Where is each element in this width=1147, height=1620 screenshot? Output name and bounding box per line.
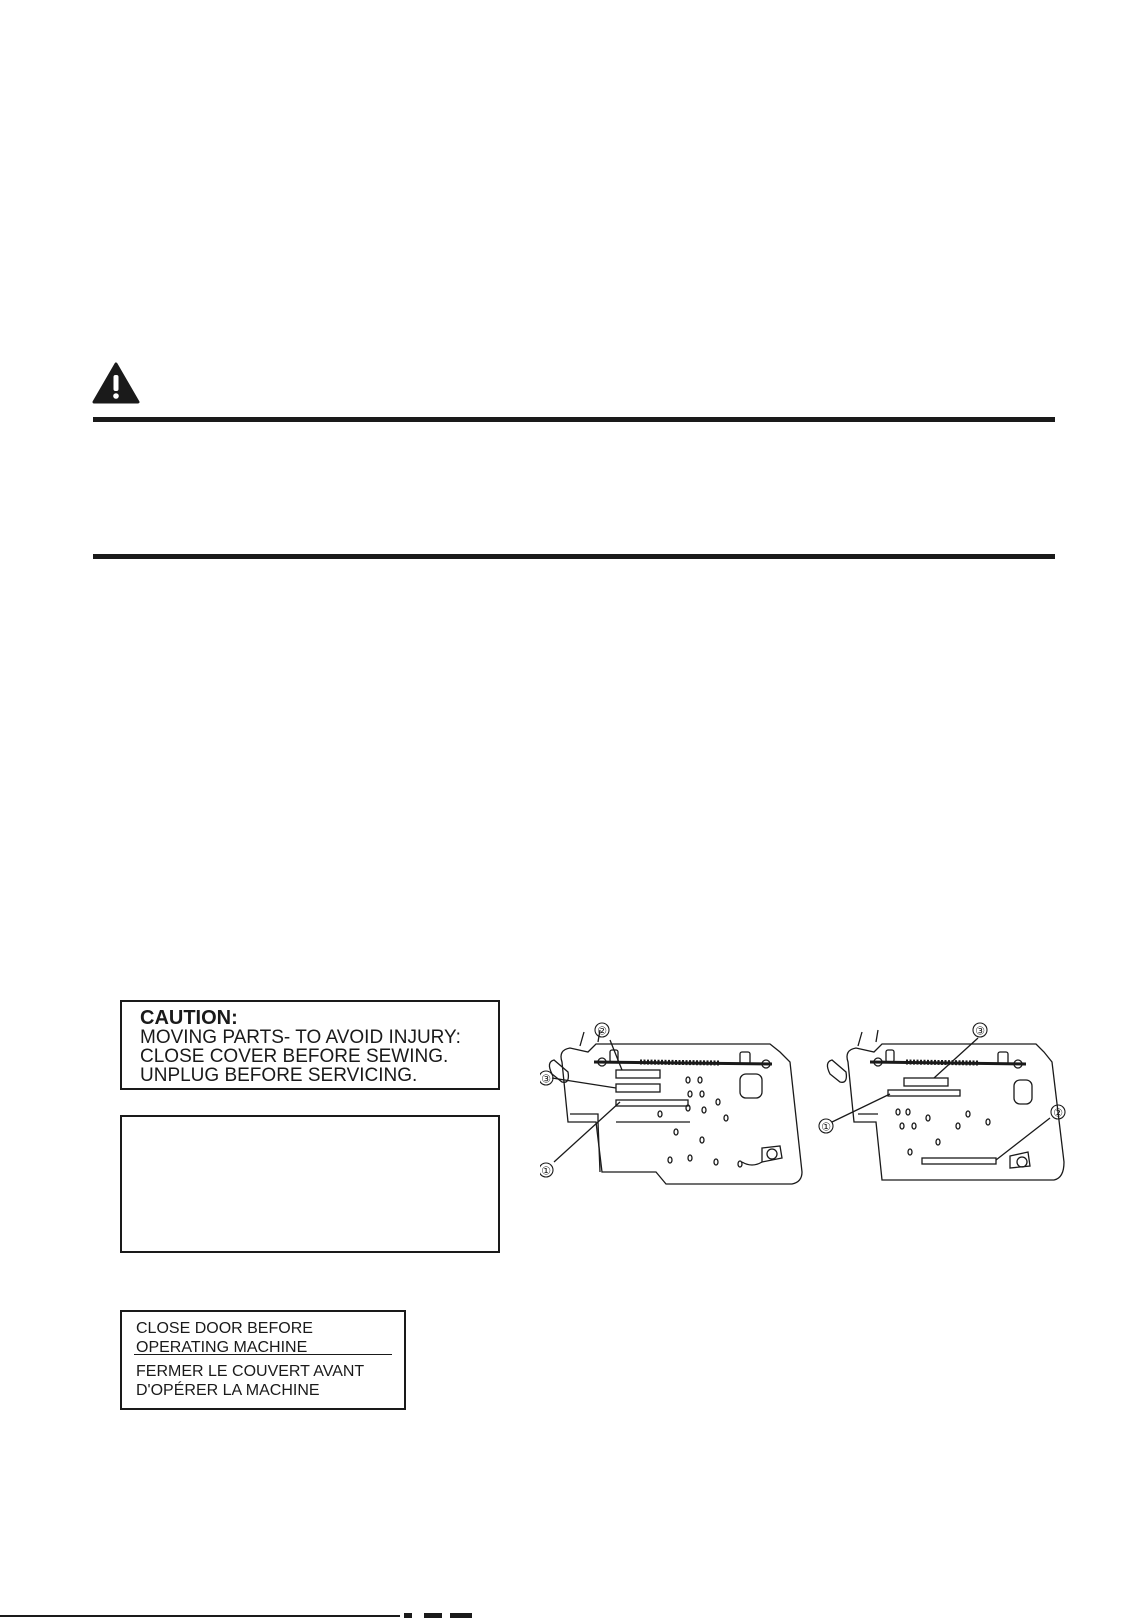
callout-label: ② <box>597 1024 607 1038</box>
caution-line: MOVING PARTS- TO AVOID INJURY: <box>140 1027 461 1048</box>
door-label-line: FERMER LE COUVERT AVANT <box>136 1363 365 1380</box>
blank-label <box>120 1115 500 1253</box>
page-footer-mark <box>404 1613 412 1618</box>
caution-line: UNPLUG BEFORE SERVICING. <box>140 1065 418 1086</box>
callout-label: ② <box>1053 1106 1063 1120</box>
page-footer-mark <box>424 1613 442 1618</box>
page-footer-rule <box>0 1615 400 1617</box>
door-label <box>120 1310 406 1410</box>
caution-title: CAUTION: <box>140 1007 238 1029</box>
callout-label: ③ <box>541 1072 551 1086</box>
machine-base-diagram-right <box>818 1022 1088 1202</box>
door-label-line: D'OPÉRER LA MACHINE <box>136 1382 320 1399</box>
warning-top-rule <box>93 417 1055 422</box>
caution-label <box>120 1000 500 1090</box>
warning-triangle-icon <box>92 362 140 404</box>
callout-label: ③ <box>975 1024 985 1038</box>
door-label-english <box>122 1312 404 1354</box>
caution-line: CLOSE COVER BEFORE SEWING. <box>140 1046 449 1067</box>
machine-base-diagram-left <box>540 1022 810 1202</box>
page-footer-mark <box>450 1613 472 1618</box>
door-label-french <box>122 1355 404 1397</box>
callout-label: ① <box>541 1164 551 1178</box>
warning-bottom-rule <box>93 554 1055 559</box>
door-label-line: CLOSE DOOR BEFORE <box>136 1320 313 1337</box>
callout-label: ① <box>821 1120 831 1134</box>
door-label-line: OPERATING MACHINE <box>136 1339 308 1356</box>
